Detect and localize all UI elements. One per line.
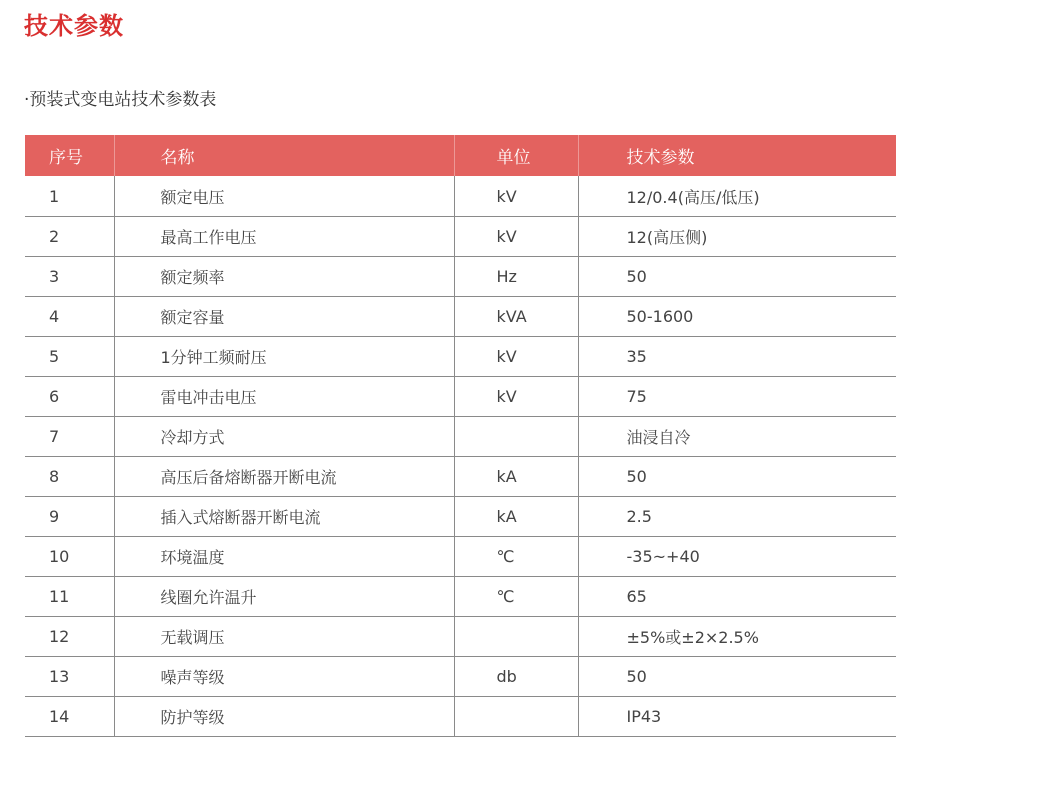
table-row xyxy=(25,537,896,577)
cell-param: 50 xyxy=(578,457,896,497)
cell-no: 4 xyxy=(25,297,114,337)
cell-param: ±5%或±2×2.5% xyxy=(578,617,896,657)
table-row xyxy=(25,217,896,257)
cell-name: 线圈允许温升 xyxy=(114,577,454,617)
cell-name: 高压后备熔断器开断电流 xyxy=(114,457,454,497)
cell-name: 额定频率 xyxy=(114,257,454,297)
spec-table xyxy=(25,135,896,737)
cell-no: 11 xyxy=(25,577,114,617)
cell-unit: ℃ xyxy=(454,537,578,577)
cell-name: 最高工作电压 xyxy=(114,217,454,257)
cell-no: 12 xyxy=(25,617,114,657)
table-row xyxy=(25,337,896,377)
cell-param: -35~+40 xyxy=(578,537,896,577)
cell-param: 12(高压侧) xyxy=(578,217,896,257)
cell-param: IP43 xyxy=(578,697,896,737)
cell-no: 10 xyxy=(25,537,114,577)
cell-param: 65 xyxy=(578,577,896,617)
table-body xyxy=(25,176,896,737)
table-row xyxy=(25,377,896,417)
cell-name: 防护等级 xyxy=(114,697,454,737)
header-no: 序号 xyxy=(25,135,114,176)
cell-name: 额定容量 xyxy=(114,297,454,337)
cell-param: 2.5 xyxy=(578,497,896,537)
table-row xyxy=(25,697,896,737)
cell-param: 12/0.4(高压/低压) xyxy=(578,176,896,217)
cell-no: 13 xyxy=(25,657,114,697)
cell-unit: kV xyxy=(454,377,578,417)
cell-param: 50 xyxy=(578,257,896,297)
cell-name: 冷却方式 xyxy=(114,417,454,457)
cell-param: 油浸自冷 xyxy=(578,417,896,457)
cell-name: 雷电冲击电压 xyxy=(114,377,454,417)
header-param: 技术参数 xyxy=(578,135,896,176)
table-row xyxy=(25,657,896,697)
table-caption: ·预装式变电站技术参数表 xyxy=(24,90,217,110)
cell-name: 无载调压 xyxy=(114,617,454,657)
cell-no: 2 xyxy=(25,217,114,257)
cell-unit xyxy=(454,697,578,737)
cell-unit: db xyxy=(454,657,578,697)
cell-unit: kA xyxy=(454,497,578,537)
cell-no: 5 xyxy=(25,337,114,377)
cell-name: 1分钟工频耐压 xyxy=(114,337,454,377)
cell-unit: kA xyxy=(454,457,578,497)
cell-unit: kV xyxy=(454,337,578,377)
header-unit: 单位 xyxy=(454,135,578,176)
cell-name: 额定电压 xyxy=(114,176,454,217)
table-row xyxy=(25,297,896,337)
table-row xyxy=(25,257,896,297)
table-row xyxy=(25,176,896,217)
cell-param: 50-1600 xyxy=(578,297,896,337)
cell-unit: Hz xyxy=(454,257,578,297)
cell-unit: kV xyxy=(454,217,578,257)
table-row xyxy=(25,417,896,457)
cell-unit: kV xyxy=(454,176,578,217)
cell-name: 插入式熔断器开断电流 xyxy=(114,497,454,537)
cell-no: 1 xyxy=(25,176,114,217)
cell-unit: kVA xyxy=(454,297,578,337)
cell-name: 环境温度 xyxy=(114,537,454,577)
cell-unit xyxy=(454,617,578,657)
cell-param: 50 xyxy=(578,657,896,697)
cell-param: 35 xyxy=(578,337,896,377)
cell-no: 6 xyxy=(25,377,114,417)
table-row xyxy=(25,457,896,497)
cell-no: 9 xyxy=(25,497,114,537)
cell-param: 75 xyxy=(578,377,896,417)
table-row xyxy=(25,617,896,657)
header-name: 名称 xyxy=(114,135,454,176)
cell-no: 14 xyxy=(25,697,114,737)
cell-unit: ℃ xyxy=(454,577,578,617)
table-row xyxy=(25,577,896,617)
table-row xyxy=(25,497,896,537)
page-title: 技术参数 xyxy=(24,12,124,40)
cell-no: 8 xyxy=(25,457,114,497)
cell-no: 3 xyxy=(25,257,114,297)
cell-name: 噪声等级 xyxy=(114,657,454,697)
cell-no: 7 xyxy=(25,417,114,457)
cell-unit xyxy=(454,417,578,457)
table-header-row xyxy=(25,135,896,176)
